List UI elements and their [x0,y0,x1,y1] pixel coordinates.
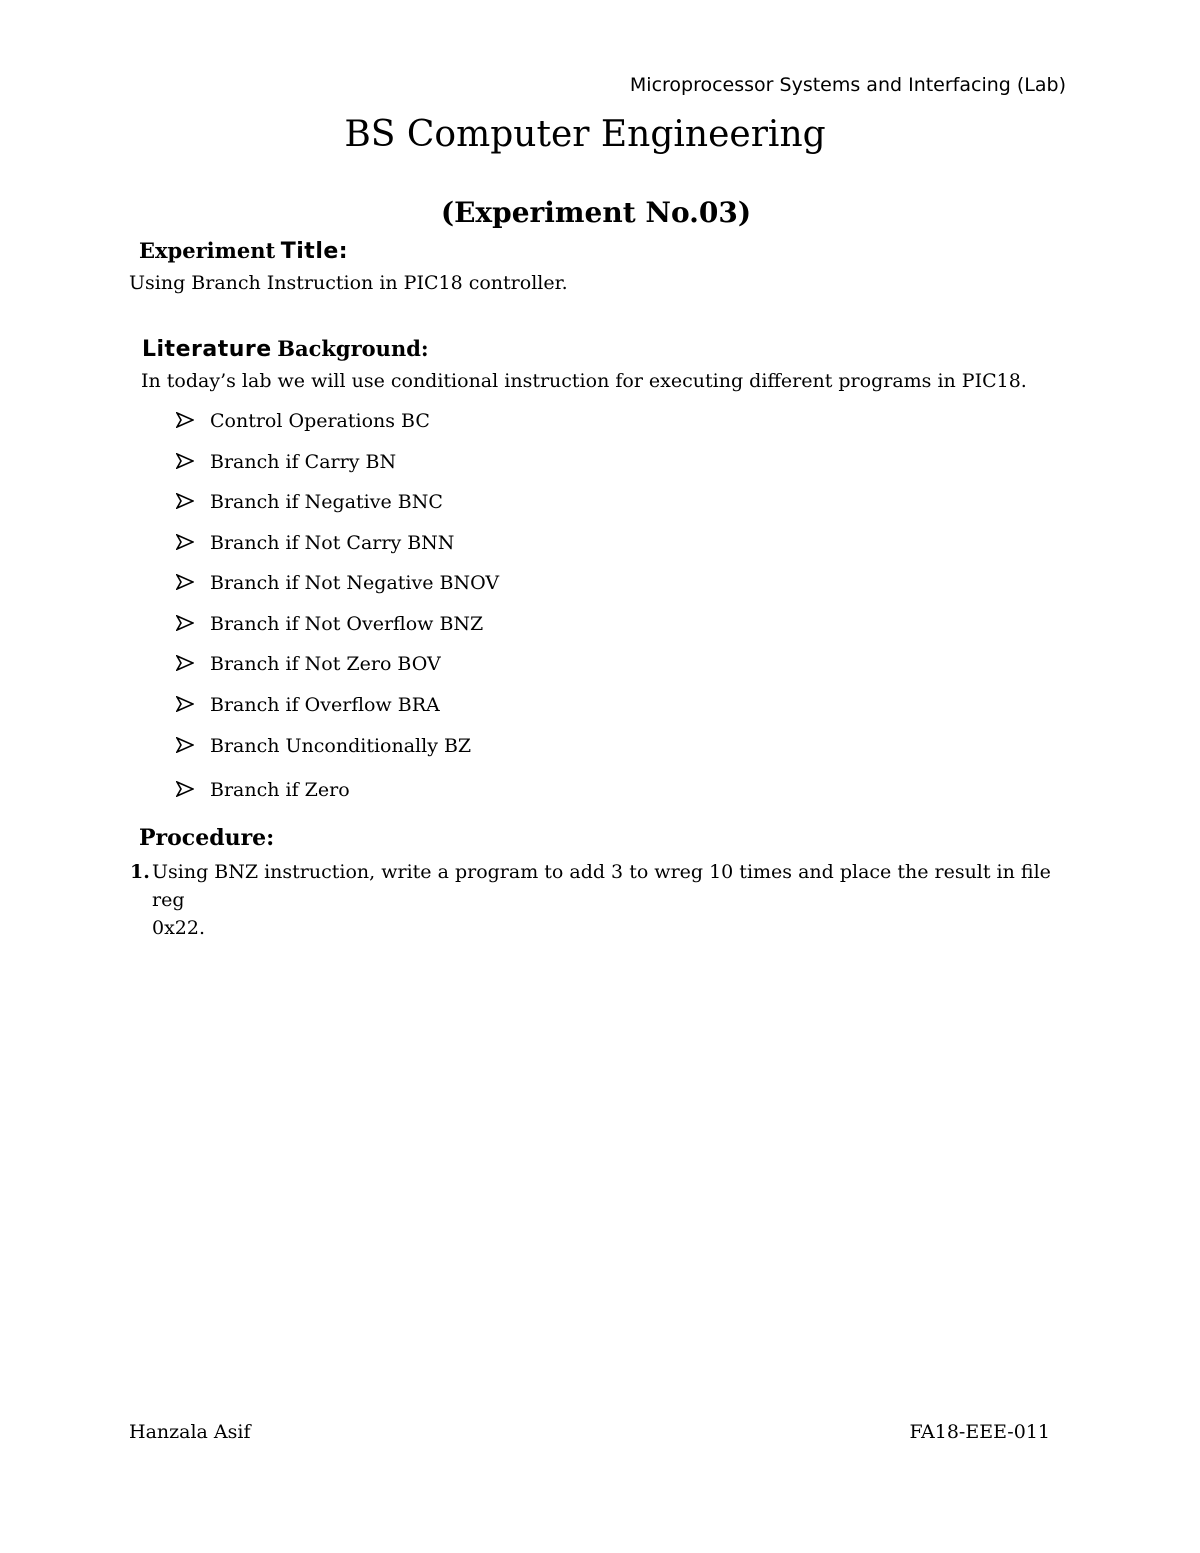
footer-id: FA18-EEE-011 [909,1421,1050,1443]
list-item [176,613,483,635]
footer-author: Hanzala Asif [129,1421,251,1443]
experiment-title-heading [139,238,348,264]
list-item [176,735,471,757]
arrow-bullet-icon [176,493,194,509]
procedure-step-number: 1. [130,861,150,883]
arrow-bullet-icon [176,534,194,550]
list-item-label: Branch if Zero [210,779,350,801]
arrow-bullet-icon [176,615,194,631]
list-item [176,532,454,554]
list-item-label: Branch if Negative BNC [210,491,443,513]
arrow-bullet-icon [176,781,194,797]
list-item-label: Control Operations BC [210,410,430,432]
list-item [176,572,499,594]
list-item [176,410,430,432]
list-item [176,451,396,473]
list-item [176,653,441,675]
arrow-bullet-icon [176,696,194,712]
literature-heading [142,336,429,362]
literature-intro: In today’s lab we will use conditional instruction for executing different programs in PIC18. [141,370,1027,392]
list-item-label: Branch if Not Zero BOV [210,653,441,675]
arrow-bullet-icon [176,737,194,753]
procedure-step [130,858,1080,942]
arrow-bullet-icon [176,453,194,469]
page-title: BS Computer Engineering [344,114,826,155]
arrow-bullet-icon [176,655,194,671]
experiment-title-heading-part1: Experiment [139,238,276,263]
running-header: Microprocessor Systems and Interfacing (Lab) [629,74,1066,96]
list-item [176,694,440,716]
procedure-heading [139,825,274,851]
list-item-label: Branch Unconditionally BZ [210,735,472,757]
list-item-label: Branch if Not Negative BNOV [210,572,500,594]
list-item-label: Branch if Not Overflow BNZ [210,613,484,635]
list-item [176,491,443,513]
experiment-title-text: Using Branch Instruction in PIC18 controller. [129,272,568,294]
procedure-step-line2: 0x22. [152,917,206,939]
literature-heading-part1: Literature [142,337,272,362]
arrow-bullet-icon [176,412,194,428]
list-item-label: Branch if Not Carry BNN [210,532,455,554]
arrow-bullet-icon [176,574,194,590]
procedure-step-line1: Using BNZ instruction, write a program to add 3 to wreg 10 times and place the result in file reg [152,861,1051,911]
literature-heading-part2: Background: [277,336,429,361]
list-item [176,779,350,801]
experiment-title-heading-part2: Title: [280,239,349,264]
list-item-label: Branch if Overflow BRA [210,694,440,716]
procedure-heading-label: Procedure: [139,825,275,851]
list-item-label: Branch if Carry BN [210,451,397,473]
experiment-number: (Experiment No.03) [440,196,752,229]
